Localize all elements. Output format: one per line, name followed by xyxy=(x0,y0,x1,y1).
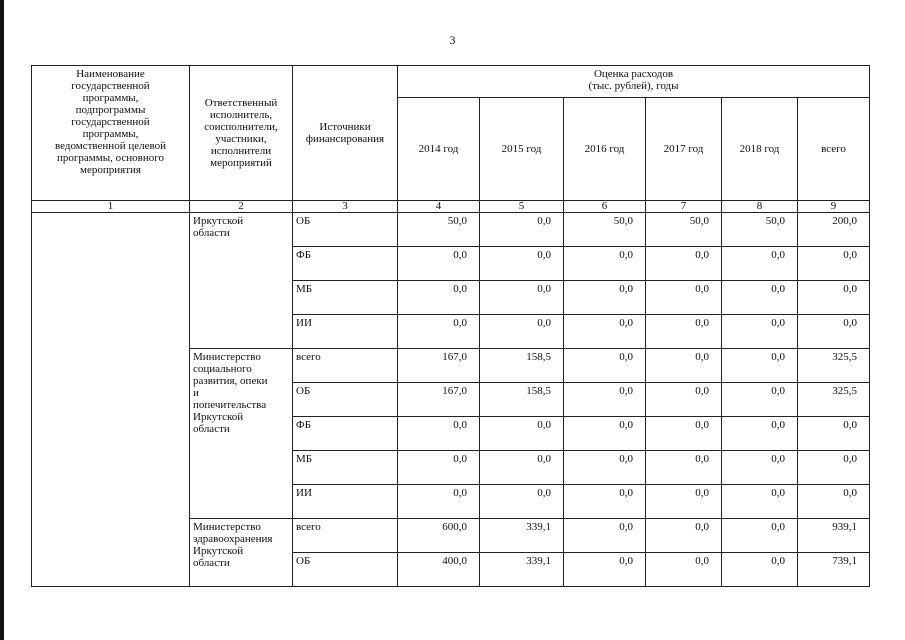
funding-source-cell: ИИ xyxy=(293,485,398,519)
expenses-table xyxy=(31,65,870,587)
column-number: 5 xyxy=(480,201,564,213)
responsible-line: Иркутской xyxy=(193,545,244,557)
year-value-cell: 339,1 xyxy=(480,553,564,587)
header-name-line: подпрограммы xyxy=(75,104,146,116)
year-value-cell: 0,0 xyxy=(480,485,564,519)
year-value-cell: 0,0 xyxy=(722,417,798,451)
year-value-cell: 0,0 xyxy=(480,247,564,281)
header-name-line: Наименование xyxy=(76,68,145,80)
header-responsible-line: соисполнители, xyxy=(204,121,278,133)
year-value-cell: 158,5 xyxy=(480,383,564,417)
responsible-line: и xyxy=(193,387,199,399)
year-value-cell: 0,0 xyxy=(722,315,798,349)
funding-source-cell: всего xyxy=(293,519,398,553)
year-value-cell: 0,0 xyxy=(722,553,798,587)
header-name-line: программы, xyxy=(82,128,139,140)
header-total: всего xyxy=(798,98,870,201)
header-responsible-line: мероприятий xyxy=(210,157,272,169)
year-value-cell: 0,0 xyxy=(646,485,722,519)
responsible-line: Иркутской xyxy=(193,215,244,227)
year-value-cell: 0,0 xyxy=(564,247,646,281)
header-year-2016: 2016 год xyxy=(564,98,646,201)
column-number: 6 xyxy=(564,201,646,213)
header-name-line: мероприятия xyxy=(80,164,141,176)
year-value-cell: 0,0 xyxy=(398,247,480,281)
header-responsible-cell xyxy=(190,66,293,201)
responsible-line: Министерство xyxy=(193,351,261,363)
year-value-cell: 0,0 xyxy=(564,417,646,451)
year-value-cell: 0,0 xyxy=(398,451,480,485)
year-value-cell: 0,0 xyxy=(646,315,722,349)
year-value-cell: 0,0 xyxy=(564,553,646,587)
year-value-cell: 0,0 xyxy=(564,485,646,519)
responsible-line: Министерство xyxy=(193,521,261,533)
funding-source-cell: МБ xyxy=(293,451,398,485)
year-value-cell: 50,0 xyxy=(646,213,722,247)
year-value-cell: 167,0 xyxy=(398,383,480,417)
funding-source-cell: ФБ xyxy=(293,417,398,451)
expenses-subtitle: (тыс. рублей), годы xyxy=(588,80,679,92)
funding-source-cell: всего xyxy=(293,349,398,383)
funding-source-cell: ОБ xyxy=(293,213,398,247)
year-value-cell: 0,0 xyxy=(564,281,646,315)
responsible-line: области xyxy=(193,227,230,239)
funding-source-cell: МБ xyxy=(293,281,398,315)
year-value-cell: 339,1 xyxy=(480,519,564,553)
header-name-line: государственной xyxy=(71,116,150,128)
year-value-cell: 0,0 xyxy=(722,247,798,281)
year-value-cell: 167,0 xyxy=(398,349,480,383)
header-sources-cell xyxy=(293,66,398,201)
header-expenses-cell xyxy=(398,66,870,98)
year-value-cell: 0,0 xyxy=(564,315,646,349)
total-value-cell: 0,0 xyxy=(798,451,870,485)
header-year-2014: 2014 год xyxy=(398,98,480,201)
year-value-cell: 0,0 xyxy=(646,349,722,383)
year-value-cell: 0,0 xyxy=(722,451,798,485)
funding-source-cell: ОБ xyxy=(293,383,398,417)
header-name-line: программы, xyxy=(82,92,139,104)
header-name-cell xyxy=(32,66,190,201)
total-value-cell: 939,1 xyxy=(798,519,870,553)
year-value-cell: 0,0 xyxy=(646,417,722,451)
responsible-line: области xyxy=(193,557,230,569)
total-value-cell: 0,0 xyxy=(798,281,870,315)
responsible-line: попечительства xyxy=(193,399,267,411)
header-name-line: государственной xyxy=(71,80,150,92)
year-value-cell: 0,0 xyxy=(646,383,722,417)
total-value-cell: 325,5 xyxy=(798,349,870,383)
year-value-cell: 0,0 xyxy=(722,519,798,553)
header-sources-line: Источники xyxy=(319,121,371,133)
year-value-cell: 0,0 xyxy=(480,417,564,451)
year-value-cell: 0,0 xyxy=(398,485,480,519)
column-number: 4 xyxy=(398,201,480,213)
funding-source-cell: ИИ xyxy=(293,315,398,349)
year-value-cell: 0,0 xyxy=(564,349,646,383)
total-value-cell: 0,0 xyxy=(798,247,870,281)
total-value-cell: 0,0 xyxy=(798,315,870,349)
header-responsible-line: исполнитель, xyxy=(209,109,273,121)
total-value-cell: 0,0 xyxy=(798,417,870,451)
year-value-cell: 0,0 xyxy=(722,281,798,315)
year-value-cell: 0,0 xyxy=(646,519,722,553)
header-name-line: ведомственной целевой xyxy=(55,140,166,152)
header-year-2015: 2015 год xyxy=(480,98,564,201)
year-value-cell: 0,0 xyxy=(398,417,480,451)
table-body xyxy=(32,213,870,587)
header-responsible-line: исполнители xyxy=(210,145,272,157)
year-value-cell: 0,0 xyxy=(722,485,798,519)
column-number: 7 xyxy=(646,201,722,213)
responsible-line: области xyxy=(193,423,230,435)
expenses-title: Оценка расходов xyxy=(593,68,674,80)
column-number: 8 xyxy=(722,201,798,213)
column-number: 2 xyxy=(190,201,293,213)
responsible-executor-cell xyxy=(190,519,293,587)
year-value-cell: 0,0 xyxy=(480,451,564,485)
funding-source-cell: ФБ xyxy=(293,247,398,281)
total-value-cell: 325,5 xyxy=(798,383,870,417)
scan-edge-bar xyxy=(0,0,4,640)
year-value-cell: 0,0 xyxy=(480,213,564,247)
table-row xyxy=(32,213,870,247)
year-value-cell: 0,0 xyxy=(398,315,480,349)
column-number: 3 xyxy=(293,201,398,213)
responsible-line: здравоохранения xyxy=(193,533,273,545)
year-value-cell: 0,0 xyxy=(646,247,722,281)
year-value-cell: 0,0 xyxy=(564,519,646,553)
funding-source-cell: ОБ xyxy=(293,553,398,587)
header-name-line: программы, основного xyxy=(57,152,164,164)
year-value-cell: 0,0 xyxy=(646,281,722,315)
year-value-cell: 0,0 xyxy=(480,281,564,315)
year-value-cell: 0,0 xyxy=(564,383,646,417)
column-number: 1 xyxy=(32,201,190,213)
total-value-cell: 200,0 xyxy=(798,213,870,247)
header-year-2017: 2017 год xyxy=(646,98,722,201)
year-value-cell: 0,0 xyxy=(480,315,564,349)
program-name-cell xyxy=(32,213,190,587)
header-responsible-line: участники, xyxy=(215,133,267,145)
responsible-line: Иркутской xyxy=(193,411,244,423)
responsible-executor-cell xyxy=(190,213,293,349)
year-value-cell: 0,0 xyxy=(722,349,798,383)
year-value-cell: 50,0 xyxy=(722,213,798,247)
year-value-cell: 0,0 xyxy=(646,451,722,485)
page-number: 3 xyxy=(449,33,456,47)
year-value-cell: 0,0 xyxy=(564,451,646,485)
header-sources-line: финансирования xyxy=(305,133,385,145)
year-value-cell: 158,5 xyxy=(480,349,564,383)
year-value-cell: 50,0 xyxy=(398,213,480,247)
responsible-executor-cell xyxy=(190,349,293,519)
header-year-2018: 2018 год xyxy=(722,98,798,201)
year-value-cell: 0,0 xyxy=(646,553,722,587)
responsible-line: развития, опеки xyxy=(193,375,268,387)
header-responsible-line: Ответственный xyxy=(204,97,278,109)
year-value-cell: 0,0 xyxy=(398,281,480,315)
year-value-cell: 50,0 xyxy=(564,213,646,247)
responsible-line: социального xyxy=(193,363,252,375)
year-value-cell: 0,0 xyxy=(722,383,798,417)
year-value-cell: 400,0 xyxy=(398,553,480,587)
column-number: 9 xyxy=(798,201,870,213)
total-value-cell: 739,1 xyxy=(798,553,870,587)
year-value-cell: 600,0 xyxy=(398,519,480,553)
total-value-cell: 0,0 xyxy=(798,485,870,519)
